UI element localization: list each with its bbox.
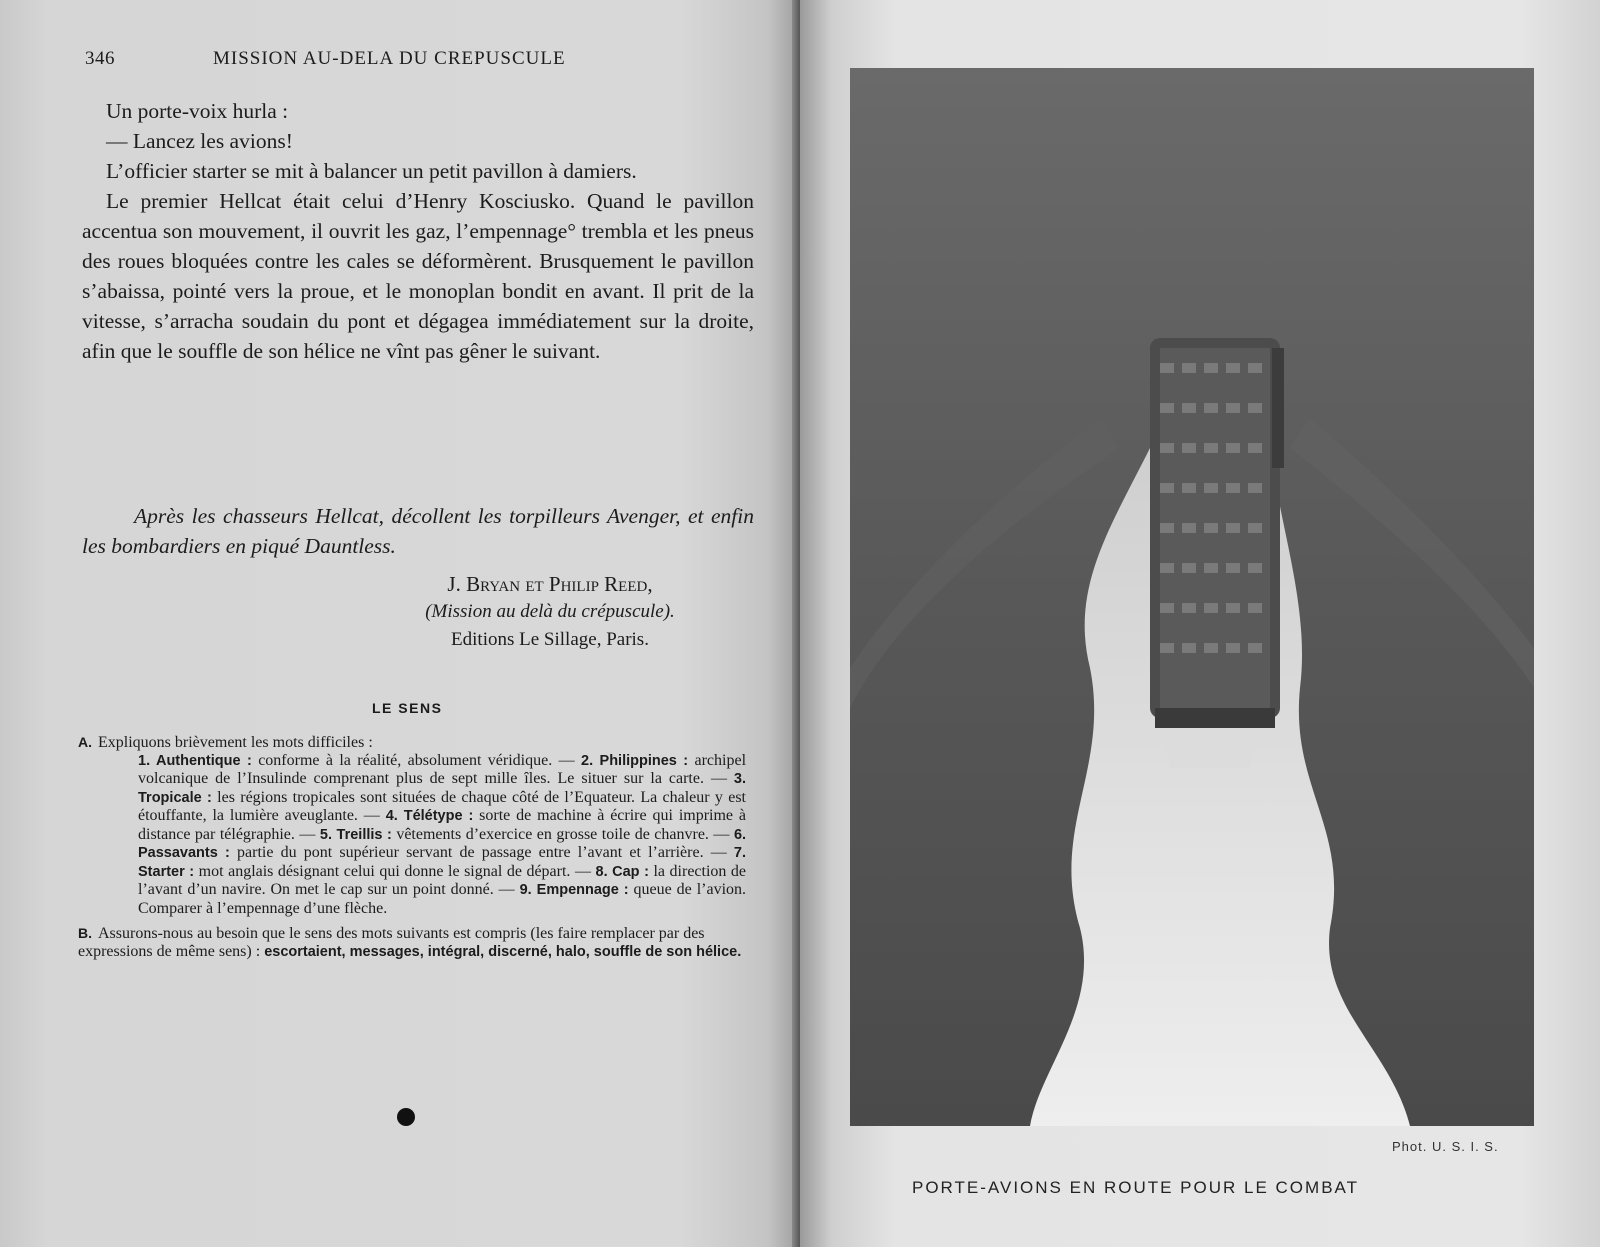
exercise-b — [78, 925, 746, 961]
definition: queue de l’avion. Comparer à l’empennage d’une flèche. — [138, 881, 747, 917]
definition: vêtements d’exercice en grosse toile de chanvre. — — [396, 825, 730, 843]
exercise-b-letter: B. — [78, 925, 92, 941]
definition: partie du pont supérieur servant de passage entre l’avant et l’arrière. — — [237, 844, 727, 861]
exercise-a-heading — [78, 734, 746, 752]
page-number: 346 — [85, 48, 115, 69]
definition: la direction de l’avant d’un navire. On met le cap sur un point donné. — — [138, 862, 747, 898]
definition: les régions tropicales sont situées de chaque côté de l’Equateur. La chaleur y est étouffante, la lumière aveuglante. — — [138, 788, 747, 824]
term: 6. Passavants : — [138, 826, 747, 861]
list-item — [320, 826, 730, 843]
definition: sorte de machine à écrire qui imprime à distance par télégraphie. — — [138, 807, 747, 843]
paragraph: L’officier starter se mit à balancer un petit pavillon à damiers. — [106, 159, 637, 183]
photo-credit: Phot. U. S. I. S. — [1392, 1139, 1499, 1154]
term: 4. Télétype : — [385, 808, 474, 824]
italic-note: Après les chasseurs Hellcat, décollent les torpilleurs Avenger, et enfin les bombardiers en piqué Dauntless. — [82, 503, 754, 558]
term: 5. Treillis : — [319, 826, 392, 843]
photo-caption: PORTE-AVIONS EN ROUTE POUR LE COMBAT — [912, 1178, 1359, 1197]
exercise-a-letter: A. — [78, 734, 92, 750]
list-item — [138, 752, 575, 769]
definition: mot anglais désignant celui qui donne le signal de départ. — — [198, 862, 591, 880]
definition: archipel volcanique de l’Insulinde comprenant plus de sept mille îles. Le situer sur la carte. — — [138, 751, 747, 787]
paragraph: Un porte-voix hurla : — [106, 99, 289, 123]
carrier-wake-illustration — [850, 68, 1534, 1126]
term: 1. Authentique : — [138, 752, 252, 769]
running-title: MISSION AU-DELA DU CREPUSCULE — [213, 48, 566, 69]
attribution-source: (Mission au delà du crépuscule). — [425, 601, 675, 622]
term: 2. Philippines : — [581, 752, 689, 769]
term: 3. Tropicale : — [138, 771, 747, 806]
term: 7. Starter : — [138, 845, 747, 880]
exercise-b-text: Assurons-nous au besoin que le sens des mots suivants est compris (les faire remplacer par des expressions de même sens) : — [78, 925, 705, 960]
exercise-block — [78, 734, 746, 961]
definition: conforme à la réalité, absolument véridique. — — [258, 751, 575, 769]
attribution — [360, 570, 740, 654]
term: 9. Empennage : — [519, 882, 629, 898]
paragraph: — Lancez les avions! — [106, 129, 293, 153]
term: 8. Cap : — [595, 863, 649, 880]
body-text — [82, 96, 754, 366]
right-page — [800, 0, 1600, 1247]
attribution-publisher: Editions Le Sillage, Paris. — [451, 629, 649, 650]
exercise-a-list — [138, 752, 746, 918]
exercise-b-words: escortaient, messages, intégral, discerné, halo, souffle de son hélice. — [264, 943, 742, 960]
bullet-dot — [397, 1108, 415, 1126]
aircraft-carrier-photo — [850, 68, 1534, 1126]
attribution-authors: J. Bryan et Philip Reed, — [447, 572, 653, 596]
section-title: LE SENS — [372, 700, 443, 716]
paragraph: Le premier Hellcat était celui d’Henry Kosciusko. Quand le pavillon accentua son mouvement, il ouvrit les gaz, l’empennage° trembla et les pneus des roues bloquées contre les cales se déformèrent. Brusquement le pavillon s’abaissa, pointé vers la proue, et le monoplan bondit en avant. Il prit de la vitesse, s’arracha soudain du pont et dégagea immédiatement sur la droite, afin que le souffle de son hélice ne vînt pas gêner le suivant. — [82, 189, 754, 363]
exercise-a-intro: Expliquons brièvement les mots difficiles : — [98, 734, 373, 751]
